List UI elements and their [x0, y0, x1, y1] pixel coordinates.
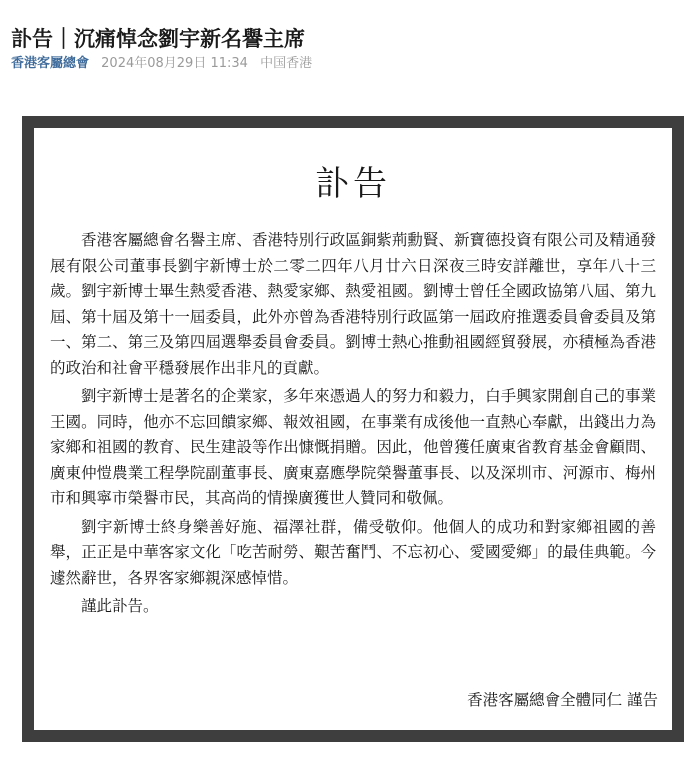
notice-paragraph: 劉宇新博士終身樂善好施、福澤社群，備受敬仰。他個人的成功和對家鄉祖國的善舉，正正是中華客家文化「吃苦耐勞、艱苦奮鬥、不忘初心、愛國愛鄉」的最佳典範。今遽然辭世，各界客家鄉親深感悼惜。 [50, 517, 656, 587]
notice-paragraph: 劉宇新博士是著名的企業家，多年來憑過人的努力和毅力，白手興家開創自己的事業王國。同時，他亦不忘回饋家鄉、報效祖國，在事業有成後他一直熱心奉獻，出錢出力為家鄉和祖國的教育、民生建設等作出慷慨捐贈。因此，他曾獲任廣東省教育基金會顧問、廣東仲愷農業工程學院副董事長、廣東嘉應學院榮譽董事長、以及深圳市、河源市、梅州市和興寧市榮譽市民，其高尚的情操廣獲世人贊同和敬佩。 [50, 387, 656, 507]
publish-location: 中国香港 [260, 56, 313, 71]
obituary-notice-image [22, 116, 684, 742]
notice-paragraph: 謹此訃告。 [81, 597, 159, 615]
source-link[interactable]: 香港客屬總會 [11, 56, 90, 71]
article-title: 訃告｜沉痛悼念劉宇新名譽主席 [11, 27, 305, 52]
notice-heading: 訃告 [315, 164, 391, 204]
notice-body [50, 228, 656, 623]
obituary-notice-panel [34, 128, 672, 730]
notice-signature: 香港客屬總會全體同仁 謹告 [467, 691, 658, 709]
notice-paragraph: 香港客屬總會名譽主席、香港特別行政區銅紫荊勳賢、新寶德投資有限公司及精通發展有限公司董事長劉宇新博士於二零二四年八月廿六日深夜三時安詳離世，享年八十三歲。劉宇新博士畢生熱愛香港、熱愛家鄉、熱愛祖國。劉博士曾任全國政協第八屆、第九屆、第十屆及第十一屆委員，此外亦曾為香港特別行政區第一屆政府推選委員會委員及第一、第二、第三及第四屆選舉委員會委員。劉博士熱心推動祖國經貿發展，亦積極為香港的政治和社會平穩發展作出非凡的貢獻。 [50, 231, 656, 377]
publish-date: 2024年08月29日 11:34 [101, 56, 248, 71]
article-meta [11, 54, 320, 74]
